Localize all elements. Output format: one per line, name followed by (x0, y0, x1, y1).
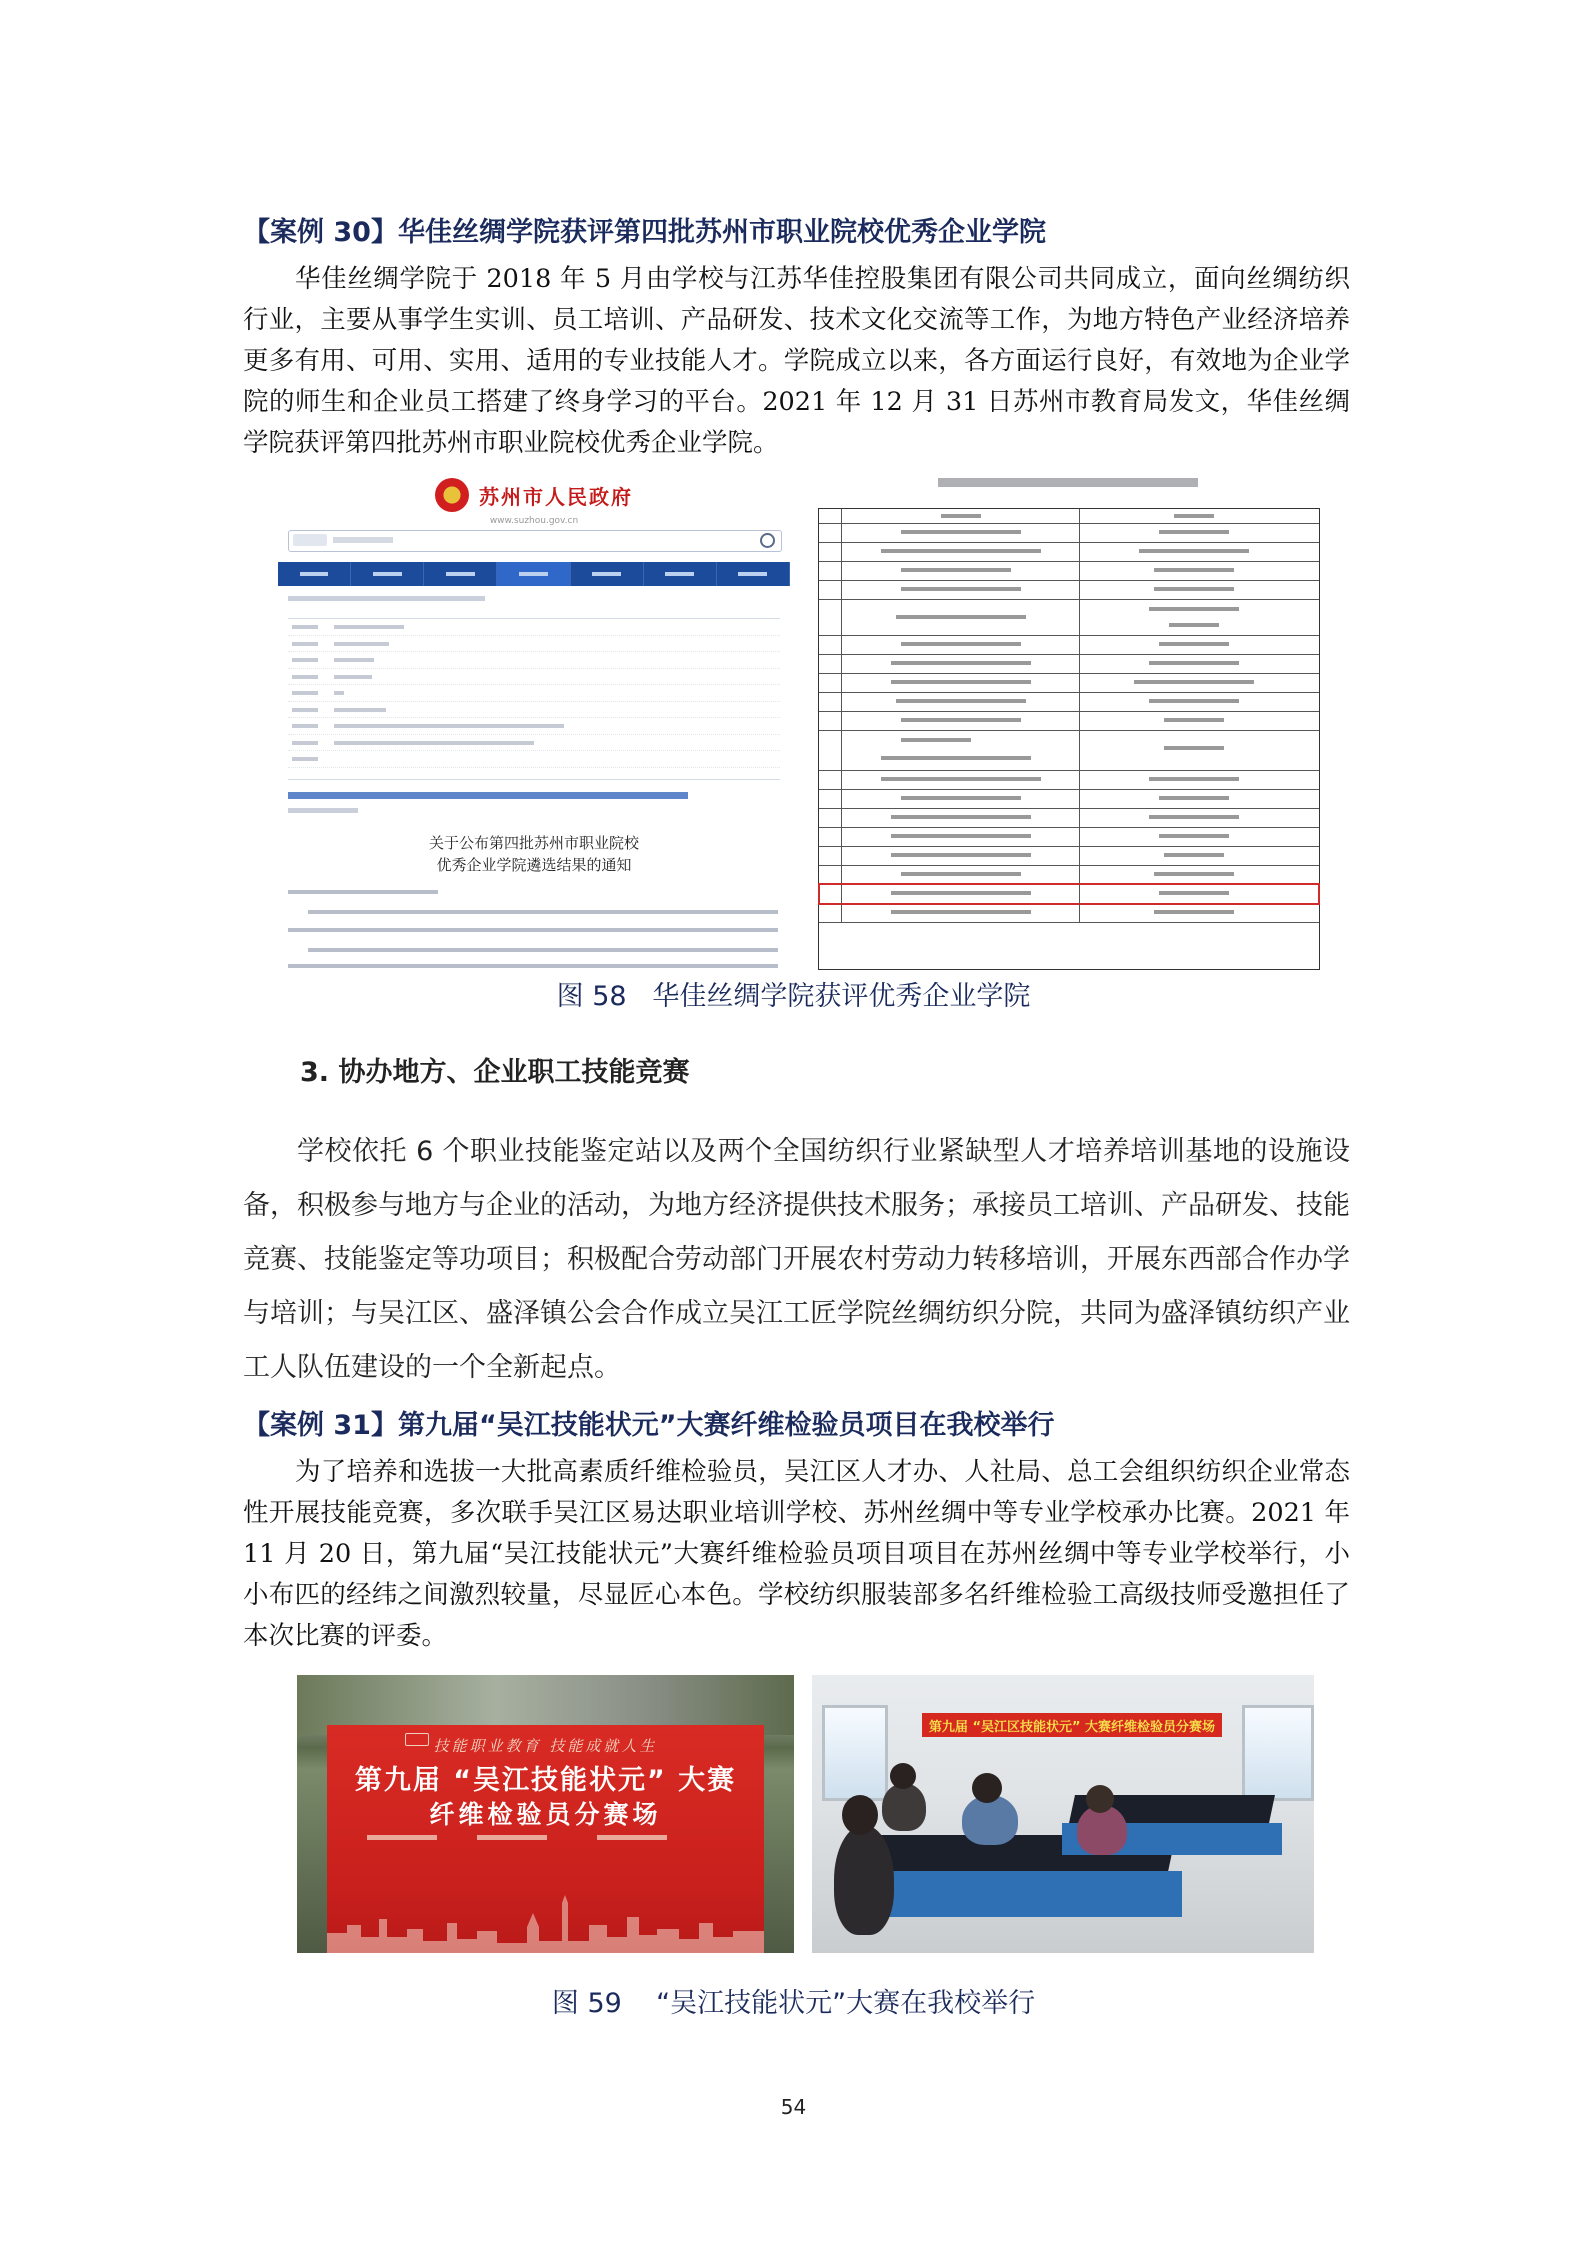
case-31-paragraph: 为了培养和选拔一大批高素质纤维检验员，吴江区人才办、人社局、总工会组织纺织企业常态性开展技能竞赛，多次联手吴江区易达职业培训学校、苏州丝绸中等专业学校承办比赛。2021 年 11 月 20 日，第九届“吴江技能状元”大赛纤维检验员项目项目在苏州丝绸中等专业学校举行，小小布匹的经纬之间激烈较量，尽显匠心本色。学校纺织服装部多名纤维检验工高级技师受邀担任了本次比赛的评委。 (243, 1457, 1350, 1651)
case-31-title: 第九届“吴江技能状元”大赛纤维检验员项目在我校举行 (397, 1410, 1055, 1441)
gov-nav-item (644, 562, 717, 586)
case-30-tag: 【案例 30】 (243, 217, 398, 248)
competition-banner-board (327, 1725, 764, 1953)
case-31-tag: 【案例 31】 (243, 1410, 398, 1441)
meta-row (288, 636, 780, 653)
gov-body-line (308, 948, 778, 952)
figure-59-banner-photo (297, 1675, 794, 1953)
meta-row (288, 702, 780, 719)
table-row (819, 580, 1319, 600)
gov-nav-bar (278, 562, 790, 586)
table-row (819, 523, 1319, 543)
gov-site-name: 苏州市人民政府 (479, 484, 633, 509)
gov-notice-date (288, 808, 358, 813)
lab-desk-front (852, 1871, 1182, 1917)
award-list-table (818, 508, 1320, 970)
gov-doc-title-line2: 优秀企业学院遴选结果的通知 (436, 856, 632, 874)
banner-title-line2: 纤维检验员分赛场 (429, 1800, 662, 1829)
table-row (819, 770, 1319, 790)
case-30-paragraph: 华佳丝绸学院于 2018 年 5 月由学校与江苏华佳控股集团有限公司共同成立，面向丝绸纺织行业，主要从事学生实训、员工培训、产品研发、技术文化交流等工作，为地方特色产业经济培养更多有用、可用、实用、适用的专业技能人才。学院成立以来，各方面运行良好，有效地为企业学院的师生和企业员工搭建了终身学习的平台。2021 年 12 月 31 日苏州市教育局发文，华佳丝绸学院获评第四批苏州市职业院校优秀企业学院。 (243, 264, 1350, 458)
gov-nav-item (351, 562, 424, 586)
table-row (819, 865, 1319, 885)
search-icon (760, 533, 775, 548)
banner-slogan: 技能职业教育 技能成就人生 (433, 1737, 658, 1755)
gov-search-bar (288, 530, 782, 552)
table-row (819, 654, 1319, 674)
window (822, 1705, 888, 1801)
meta-row (288, 619, 780, 636)
table-row-highlighted (819, 884, 1319, 904)
case-30-title: 华佳丝绸学院获评第四批苏州市职业院校优秀企业学院 (397, 217, 1046, 248)
gov-doc-meta-table (288, 618, 780, 780)
meta-row (288, 669, 780, 686)
gov-search-scope (293, 534, 327, 546)
person-head (1086, 1785, 1114, 1813)
gov-nav-item (571, 562, 644, 586)
figure-58-caption: 图 58 华佳丝绸学院获评优秀企业学院 (556, 981, 1031, 1012)
meta-row (288, 718, 780, 735)
classroom-banner (922, 1713, 1222, 1737)
table-row (819, 827, 1319, 847)
list-title (938, 478, 1198, 487)
meta-row (288, 685, 780, 702)
gov-notice-headline (288, 788, 688, 802)
table-row (819, 542, 1319, 562)
banner-info-block (477, 1835, 547, 1840)
gov-body-line (288, 928, 778, 932)
gov-body-line (288, 964, 778, 968)
gov-nav-item-active (497, 562, 570, 586)
gov-site-header (278, 470, 790, 520)
gov-body-line (308, 910, 778, 914)
figure-58-gov-website-screenshot (278, 470, 790, 970)
table-row (819, 561, 1319, 581)
person-head (890, 1763, 916, 1789)
table-row (819, 846, 1319, 866)
person (882, 1783, 926, 1831)
person (834, 1825, 894, 1935)
gov-body-line (288, 890, 438, 894)
table-row (819, 635, 1319, 655)
page-number: 54 (780, 2095, 807, 2119)
gov-site-url: www.suzhou.gov.cn (489, 516, 579, 526)
banner-title-line1: 第九届 “吴江技能状元” 大赛 (354, 1765, 737, 1796)
person-head (842, 1795, 878, 1835)
table-row (819, 673, 1319, 693)
banner-info-block (597, 1835, 667, 1840)
table-row (819, 711, 1319, 731)
classroom-banner-text: 第九届 “吴江区技能状元” 大赛纤维检验员分赛场 (928, 1720, 1216, 1735)
section-3-paragraph: 学校依托 6 个职业技能鉴定站以及两个全国纺织行业紧缺型人才培养培训基地的设施设备，积极参与地方与企业的活动，为地方经济提供技术服务；承接员工培训、产品研发、技能竞赛、技能鉴定等功项目；积极配合劳动部门开展农村劳动力转移培训，开展东西部合作办学与培训；与吴江区、盛泽镇公会合作成立吴江工匠学院丝绸纺织分院，共同为盛泽镇纺织产业工人队伍建设的一个全新起点。 (243, 1136, 1350, 1383)
meta-row (288, 751, 780, 768)
city-skyline-graphic (327, 1889, 764, 1953)
banner-info-block (367, 1835, 437, 1840)
meta-row (288, 652, 780, 669)
table-header-row (819, 509, 1319, 524)
table-row (819, 599, 1319, 636)
meta-row (288, 735, 780, 752)
table-row (819, 692, 1319, 712)
gov-nav-item (424, 562, 497, 586)
figure-59-classroom-photo (812, 1675, 1314, 1953)
window (1242, 1705, 1314, 1801)
gov-nav-item (717, 562, 790, 586)
case-31-heading (243, 1403, 1054, 1442)
gov-doc-title-line1: 关于公布第四批苏州市职业院校 (428, 834, 639, 852)
case-30-heading (243, 210, 1046, 249)
table-row (819, 903, 1319, 923)
national-emblem-icon (435, 478, 469, 512)
figure-58-award-list (808, 470, 1328, 970)
person-head (972, 1773, 1002, 1803)
gov-search-placeholder (333, 537, 393, 543)
table-row (819, 808, 1319, 828)
figure-59-caption: 图 59 “吴江技能状元”大赛在我校举行 (551, 1988, 1036, 2019)
gov-breadcrumb (288, 594, 780, 604)
gov-nav-item (278, 562, 351, 586)
table-row (819, 730, 1319, 771)
section-3-heading: 3. 协办地方、企业职工技能竞赛 (300, 1057, 690, 1088)
table-row (819, 789, 1319, 809)
